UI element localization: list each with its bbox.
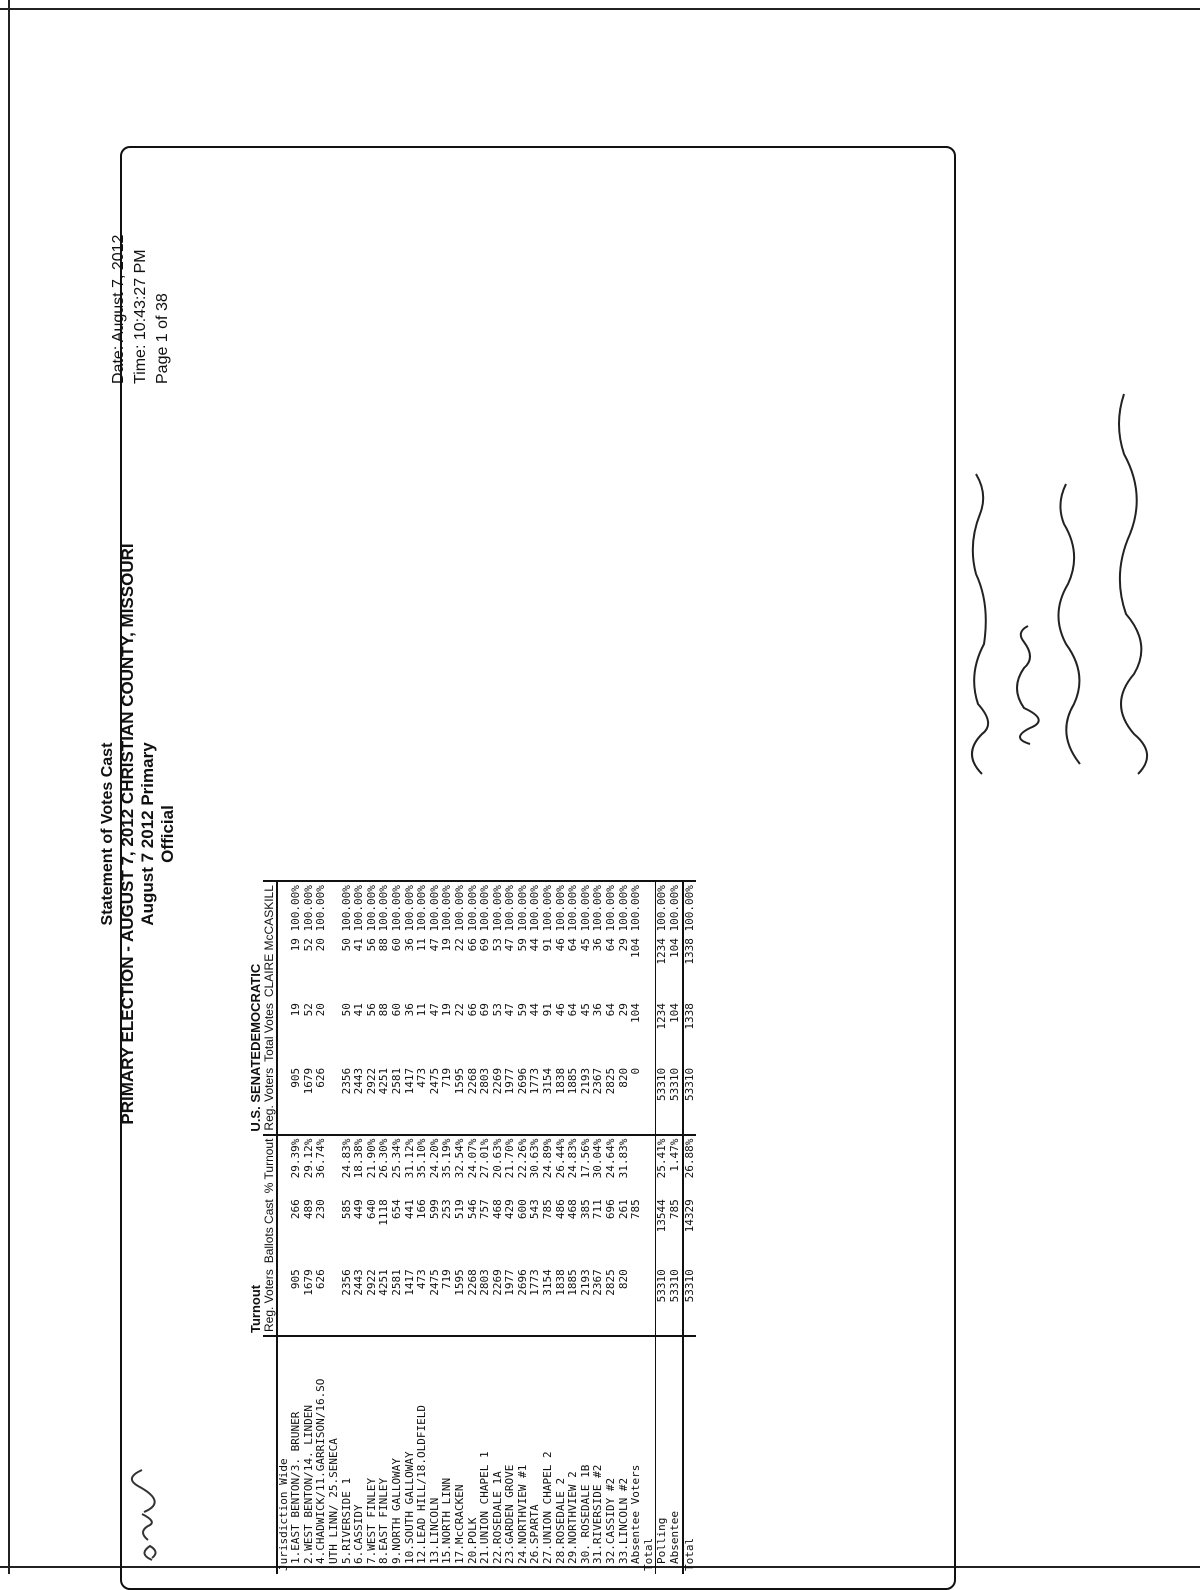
cell-reg: 1773 <box>528 1269 542 1296</box>
cell-name: 6.CASSIDY <box>353 1336 366 1574</box>
cell-reg <box>328 1266 341 1336</box>
cell-cand: 69 100.00% <box>479 881 492 1000</box>
cell-name: 31.RIVERSIDE #2 <box>592 1336 605 1574</box>
cell-reg2: 0 <box>629 1067 643 1075</box>
cell-total: 29 <box>616 1003 630 1017</box>
cell-total: 1234 <box>656 1000 669 1065</box>
report-time: Time: 10:43:27 PM <box>132 249 149 384</box>
official-label: Official <box>158 805 177 863</box>
cell-reg: 1679 <box>301 1269 315 1296</box>
cell-pct: 18.38% <box>353 1135 366 1197</box>
cell-name: UTH LINN/ 25.SENECA <box>328 1336 341 1574</box>
cell-pct: 31.12% <box>404 1135 417 1197</box>
cell-reg: 2268 <box>465 1269 479 1296</box>
cell-reg2: 1679 <box>301 1067 315 1095</box>
cell-name: 7.WEST FINLEY <box>366 1336 379 1574</box>
cell-name: 4.CHADWICK/11.GARRISON/16.SO <box>315 1336 328 1574</box>
cell-pct: 32.54% <box>454 1135 467 1197</box>
cell-cand: 64 100.00% <box>567 881 580 1000</box>
table-row <box>567 881 580 1574</box>
cell-reg2: 1885 <box>566 1067 580 1095</box>
cell-pct: 29.39% <box>290 1135 303 1197</box>
cell-total: 66 <box>465 1003 479 1017</box>
col-reg-voters: Reg. Voters <box>263 1266 277 1336</box>
cell-reg2: 2825 <box>604 1067 618 1095</box>
cell-reg: 1977 <box>503 1269 517 1296</box>
cell-name: 22.ROSEDALE 1A <box>492 1336 505 1574</box>
cell-name: 23.GARDEN GROVE <box>504 1336 517 1574</box>
table-row <box>454 881 467 1574</box>
cell-ballots: 654 <box>389 1199 403 1220</box>
turnout-group-header: Turnout <box>248 1284 263 1333</box>
cell-cand: 66 100.00% <box>467 881 480 1000</box>
cell-reg: 1838 <box>553 1269 567 1296</box>
cell-ballots: 696 <box>604 1199 618 1220</box>
cell-cand: 41 100.00% <box>353 881 366 1000</box>
cell-cand: 52 100.00% <box>303 881 316 1000</box>
table-row <box>479 881 492 1574</box>
total-section-label: Total <box>643 1336 656 1574</box>
cell-total: 64 <box>604 1003 618 1017</box>
cell-reg: 2443 <box>352 1269 366 1296</box>
cell-reg2 <box>328 1065 341 1135</box>
cell-cand: 64 100.00% <box>605 881 618 1000</box>
col-ballots-cast: Ballots Cast <box>263 1196 277 1266</box>
cell-cand: 47 100.00% <box>429 881 442 1000</box>
cell-total: 19 <box>440 1003 454 1017</box>
cell-reg: 2367 <box>591 1269 605 1296</box>
cell-name: 5.RIVERSIDE 1 <box>341 1336 354 1574</box>
cell-name: Absentee Voters <box>630 1336 643 1574</box>
cell-reg <box>630 1266 643 1336</box>
cell-ballots: 546 <box>465 1199 479 1220</box>
cell-cand: 53 100.00% <box>492 881 505 1000</box>
cell-cand: 44 100.00% <box>529 881 542 1000</box>
cell-reg: 2581 <box>389 1269 403 1296</box>
cell-name: 10.SOUTH GALLOWAY <box>404 1336 417 1574</box>
table-row <box>542 881 555 1574</box>
cell-total: 56 <box>364 1003 378 1017</box>
cell-reg: 2193 <box>578 1269 592 1296</box>
col-candidate: CLAIRE McCASKILL <box>263 881 277 1000</box>
cell-total: 60 <box>389 1003 403 1017</box>
cell-pct: 30.63% <box>529 1135 542 1197</box>
cell-ballots: 585 <box>339 1199 353 1220</box>
cell-pct <box>328 1135 341 1197</box>
cell-total: 50 <box>339 1003 353 1017</box>
cell-pct: 25.34% <box>391 1135 404 1197</box>
cell-name: 29.NORTHVIEW 2 <box>567 1336 580 1574</box>
cell-pct: 24.20% <box>429 1135 442 1197</box>
cell-name: 24.NORTHVIEW #1 <box>517 1336 530 1574</box>
cell-ballots: 468 <box>490 1199 504 1220</box>
signatures <box>960 284 1200 784</box>
table-row <box>366 881 379 1574</box>
cell-ballots: 468 <box>566 1199 580 1220</box>
cell-reg: 4251 <box>377 1269 391 1296</box>
cell-ballots: 640 <box>364 1199 378 1220</box>
cell-pct: 29.12% <box>303 1135 316 1197</box>
cell-pct: 1.47% <box>669 1135 683 1197</box>
cell-reg: 53310 <box>656 1266 669 1336</box>
cell-ballots: 14329 <box>683 1196 697 1266</box>
cell-name: Polling <box>656 1336 669 1574</box>
cell-total: 41 <box>352 1003 366 1017</box>
cell-cand: 36 100.00% <box>404 881 417 1000</box>
cell-total: 36 <box>591 1003 605 1017</box>
cell-name: 17.McCRACKEN <box>454 1336 467 1574</box>
cell-reg: 719 <box>440 1269 454 1290</box>
cell-ballots: 785 <box>668 1199 681 1220</box>
cell-cand: 36 100.00% <box>592 881 605 1000</box>
cell-name: 28.ROSEDALE 2 <box>555 1336 568 1574</box>
cell-total: 22 <box>452 1003 466 1017</box>
cell-reg: 2269 <box>490 1269 504 1296</box>
cell-cand: 46 100.00% <box>555 881 568 1000</box>
cell-pct: 24.89% <box>542 1135 555 1197</box>
table-row <box>341 881 354 1574</box>
report-title: Statement of Votes Cast <box>99 742 116 926</box>
table-row <box>592 881 605 1574</box>
cell-reg2: 1977 <box>503 1067 517 1095</box>
cell-total: 19 <box>289 1003 303 1017</box>
cell-cand: 50 100.00% <box>341 881 354 1000</box>
cell-cand: 60 100.00% <box>391 881 404 1000</box>
cell-total: 59 <box>515 1003 529 1017</box>
cell-ballots: 600 <box>515 1199 529 1220</box>
cell-reg2: 2356 <box>339 1067 353 1095</box>
cell-total: 69 <box>478 1003 492 1017</box>
cell-total: 91 <box>541 1003 555 1017</box>
cell-pct: 24.07% <box>467 1135 480 1197</box>
table-row <box>353 881 366 1574</box>
cell-name: Absentee <box>669 1336 683 1574</box>
table-row <box>630 881 643 1574</box>
cell-total: 47 <box>427 1003 441 1017</box>
cell-ballots: 449 <box>352 1199 366 1220</box>
cell-name: 8.EAST FINLEY <box>378 1336 391 1574</box>
cell-pct: 35.10% <box>416 1135 429 1197</box>
report-page: Page 1 of 38 <box>154 293 171 384</box>
cell-ballots: 785 <box>541 1199 555 1220</box>
cell-cand: 59 100.00% <box>517 881 530 1000</box>
cell-pct: 31.83% <box>618 1135 631 1197</box>
cell-pct: 25.41% <box>656 1135 669 1197</box>
cell-name: 33.LINCOLN #2 <box>618 1336 631 1574</box>
cell-reg: 626 <box>314 1269 328 1290</box>
report-meta <box>108 154 174 384</box>
table-row <box>517 881 530 1574</box>
cell-pct: 35.19% <box>441 1135 454 1197</box>
polling-row <box>656 881 669 1574</box>
cell-total: 104 <box>629 1003 643 1024</box>
table-row <box>429 881 442 1574</box>
cell-reg2: 1595 <box>452 1067 466 1095</box>
cell-pct: 27.01% <box>479 1135 492 1197</box>
cell-reg2: 626 <box>314 1067 328 1088</box>
cell-reg: 1417 <box>402 1269 416 1296</box>
table-row <box>391 881 404 1574</box>
cell-ballots: 230 <box>314 1199 328 1220</box>
cell-ballots: 385 <box>578 1199 592 1220</box>
cell-name: 26.SPARTA <box>529 1336 542 1574</box>
cell-reg2: 53310 <box>656 1065 669 1135</box>
col-reg-voters-race: Reg. Voters <box>263 1065 277 1135</box>
cell-total: 36 <box>402 1003 416 1017</box>
table-row <box>328 881 341 1574</box>
cell-reg: 2825 <box>604 1269 618 1296</box>
cell-reg2: 719 <box>440 1067 454 1088</box>
jurisdiction-label: Jurisdiction Wide <box>277 1336 291 1574</box>
cell-reg2: 473 <box>415 1067 429 1088</box>
report-header <box>98 454 178 1214</box>
cell-total: 46 <box>553 1003 567 1017</box>
cell-reg2: 2803 <box>478 1067 492 1095</box>
cell-name: 13.LINCOLN <box>429 1336 442 1574</box>
col-pct-turnout: % Turnout <box>263 1135 277 1197</box>
cell-total: 20 <box>314 1003 328 1017</box>
table-row <box>441 881 454 1574</box>
cell-reg2: 2696 <box>515 1067 529 1095</box>
cell-reg: 53310 <box>683 1266 697 1336</box>
cell-total <box>328 1000 341 1065</box>
cell-reg: 2922 <box>364 1269 378 1296</box>
cell-pct: 36.74% <box>315 1135 328 1197</box>
cell-reg2: 53310 <box>683 1065 697 1135</box>
table-row <box>555 881 568 1574</box>
cell-ballots: 599 <box>427 1199 441 1220</box>
cell-cand: 1338 100.00% <box>683 881 697 1000</box>
cell-name: Total <box>683 1336 697 1574</box>
cell-reg2: 4251 <box>377 1067 391 1095</box>
cell-pct: 17.56% <box>580 1135 593 1197</box>
cell-total: 52 <box>301 1003 315 1017</box>
cell-total: 64 <box>566 1003 580 1017</box>
table-body <box>277 881 697 1574</box>
cell-name: 9.NORTH GALLOWAY <box>391 1336 404 1574</box>
cell-cand: 88 100.00% <box>378 881 391 1000</box>
cell-pct: 26.44% <box>555 1135 568 1197</box>
cell-cand: 104 100.00% <box>669 881 683 1000</box>
cell-ballots: 543 <box>528 1199 542 1220</box>
initials-mark <box>112 1440 192 1580</box>
cell-reg2: 1773 <box>528 1067 542 1095</box>
cell-reg: 3154 <box>541 1269 555 1296</box>
cell-reg2: 1838 <box>553 1067 567 1095</box>
cell-total: 45 <box>578 1003 592 1017</box>
cell-reg2: 1417 <box>402 1067 416 1095</box>
cell-reg: 53310 <box>668 1269 681 1303</box>
cell-reg2: 2581 <box>389 1067 403 1095</box>
cell-total: 44 <box>528 1003 542 1017</box>
cell-cand: 29 100.00% <box>618 881 631 1000</box>
votes-table <box>250 880 696 1574</box>
table-row <box>416 881 429 1574</box>
cell-reg2: 2367 <box>591 1067 605 1095</box>
cell-ballots: 519 <box>452 1199 466 1220</box>
cell-ballots: 785 <box>629 1199 643 1220</box>
cell-reg: 2356 <box>339 1269 353 1296</box>
cell-pct: 22.26% <box>517 1135 530 1197</box>
cell-pct: 26.88% <box>683 1135 697 1197</box>
cell-cand: 20 100.00% <box>315 881 328 1000</box>
cell-ballots: 266 <box>289 1199 303 1220</box>
cell-total: 88 <box>377 1003 391 1017</box>
cell-ballots: 489 <box>301 1199 315 1220</box>
cell-reg: 2803 <box>478 1269 492 1296</box>
cell-reg2: 2922 <box>364 1067 378 1095</box>
cell-total: 1338 <box>683 1000 697 1065</box>
absentee-row <box>669 881 683 1574</box>
cell-pct <box>630 1135 643 1197</box>
col-total-votes: Total Votes <box>263 1000 277 1065</box>
cell-cand: 104 100.00% <box>630 881 643 1000</box>
cell-pct: 24.64% <box>605 1135 618 1197</box>
cell-ballots: 429 <box>503 1199 517 1220</box>
cell-ballots <box>328 1196 341 1266</box>
cell-name: 21.UNION CHAPEL 1 <box>479 1336 492 1574</box>
cell-reg2: 2443 <box>352 1067 366 1095</box>
cell-pct: 21.90% <box>366 1135 379 1197</box>
cell-cand: 19 100.00% <box>290 881 303 1000</box>
cell-ballots: 757 <box>478 1199 492 1220</box>
cell-reg2: 820 <box>616 1067 630 1088</box>
cell-name: 32.CASSIDY #2 <box>605 1336 618 1574</box>
cell-reg2: 2193 <box>578 1067 592 1095</box>
cell-reg: 2475 <box>427 1269 441 1296</box>
cell-reg: 1595 <box>452 1269 466 1296</box>
cell-reg: 473 <box>415 1269 429 1290</box>
cell-ballots: 711 <box>591 1199 605 1220</box>
cell-reg2: 3154 <box>541 1067 555 1095</box>
report-date: Date: August 7, 2012 <box>110 234 127 384</box>
cell-ballots: 1118 <box>377 1199 391 1226</box>
cell-total: 53 <box>490 1003 504 1017</box>
cell-cand: 11 100.00% <box>416 881 429 1000</box>
cell-reg2: 905 <box>289 1067 303 1088</box>
cell-name: 1.EAST BENTON/3. BRUNER <box>290 1336 303 1574</box>
cell-pct: 24.83% <box>341 1135 354 1197</box>
cell-reg2: 2475 <box>427 1067 441 1095</box>
cell-reg: 2696 <box>515 1269 529 1296</box>
cell-cand <box>328 881 341 1000</box>
cell-name: 2.WEST BENTON/14. LINDEN <box>303 1336 316 1574</box>
total-section-label-row <box>643 881 656 1574</box>
cell-cand: 1234 100.00% <box>656 881 669 1000</box>
cell-total: 104 <box>668 1003 681 1024</box>
cell-cand: 19 100.00% <box>441 881 454 1000</box>
cell-name: 20.POLK <box>467 1336 480 1574</box>
cell-pct: 26.30% <box>378 1135 391 1197</box>
cell-reg2: 2269 <box>490 1067 504 1095</box>
cell-cand: 45 100.00% <box>580 881 593 1000</box>
cell-ballots: 261 <box>616 1199 630 1220</box>
cell-ballots: 253 <box>440 1199 454 1220</box>
cell-cand: 22 100.00% <box>454 881 467 1000</box>
grand-total-row <box>683 881 697 1574</box>
cell-reg: 820 <box>616 1269 630 1290</box>
cell-ballots: 166 <box>415 1199 429 1220</box>
cell-pct: 21.70% <box>504 1135 517 1197</box>
cell-total: 47 <box>503 1003 517 1017</box>
cell-reg2: 2268 <box>465 1067 479 1095</box>
cell-cand: 47 100.00% <box>504 881 517 1000</box>
cell-ballots: 486 <box>553 1199 567 1220</box>
cell-pct: 30.04% <box>592 1135 605 1197</box>
race-group-header: U.S. SENATEDEMOCRATIC <box>248 963 263 1132</box>
cell-name: 27.UNION CHAPEL 2 <box>542 1336 555 1574</box>
cell-ballots: 13544 <box>656 1196 669 1266</box>
table-row <box>290 881 303 1574</box>
cell-reg2: 53310 <box>668 1067 681 1101</box>
cell-pct: 24.83% <box>567 1135 580 1197</box>
cell-name: 15.NORTH LINN <box>441 1336 454 1574</box>
cell-ballots: 441 <box>402 1199 416 1220</box>
cell-pct: 20.63% <box>492 1135 505 1197</box>
cell-reg: 905 <box>289 1269 303 1290</box>
table-row <box>504 881 517 1574</box>
cell-cand: 56 100.00% <box>366 881 379 1000</box>
cell-name: 30. ROSEDALE 1B <box>580 1336 593 1574</box>
election-subtitle: August 7 2012 Primary <box>138 742 157 926</box>
cell-name: 12.LEAD HILL/18.OLDFIELD <box>416 1336 429 1574</box>
election-title: PRIMARY ELECTION - AUGUST 7, 2012 CHRISTIAN COUNTY, MISSOURI <box>118 543 137 1125</box>
cell-total: 11 <box>415 1003 429 1017</box>
cell-cand: 91 100.00% <box>542 881 555 1000</box>
cell-reg: 1885 <box>566 1269 580 1296</box>
table-row <box>605 881 618 1574</box>
